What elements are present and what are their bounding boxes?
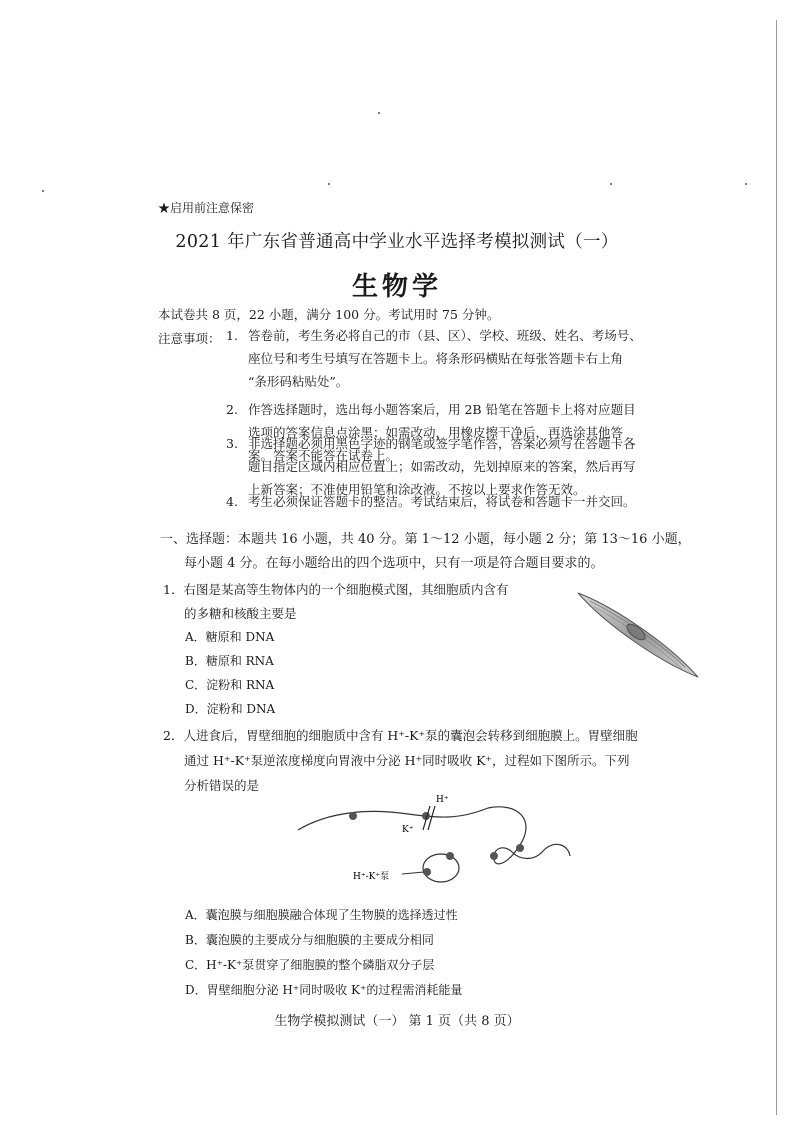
pump-dot bbox=[516, 844, 524, 852]
question-2-option-d: D．胃壁细胞分泌 H⁺同时吸收 K⁺的过程需消耗能量 bbox=[185, 983, 463, 997]
section-heading-line: 每小题 4 分。在每小题给出的四个选项中，只有一项是符合题目要求的。 bbox=[184, 556, 604, 571]
note-line: 答卷前，考生务必将自己的市（县、区）、学校、班级、姓名、考场号、 bbox=[248, 328, 642, 343]
cell-membrane bbox=[298, 808, 488, 830]
scan-edge-line bbox=[776, 20, 777, 1115]
scan-speck bbox=[328, 183, 330, 185]
k-ion-label: K⁺ bbox=[402, 825, 414, 835]
note-line: 上新答案；不准使用铅笔和涂改液。不按以上要求作答无效。 bbox=[248, 482, 586, 497]
section-heading-line: 一、选择题：本题共 16 小题，共 40 分。第 1～12 小题，每小题 2 分；第 13～16 小题， bbox=[160, 532, 691, 547]
notes-label: 注意事项： bbox=[158, 331, 221, 346]
confidential-notice: ★启用前注意保密 bbox=[158, 201, 255, 215]
proton-pump-diagram bbox=[298, 790, 598, 890]
question-2-option-a: A．囊泡膜与细胞膜融合体现了生物膜的选择透过性 bbox=[185, 908, 458, 922]
note-line: 选项的答案信息点涂黑；如需改动，用橡皮擦干净后，再选涂其他答 bbox=[248, 425, 624, 440]
section-heading bbox=[160, 528, 691, 576]
note-line: 非选择题必须用黑色字迹的钢笔或签字笔作答，答案必须写在答题卡各 bbox=[248, 436, 636, 451]
pump-dot bbox=[349, 812, 357, 820]
note-line: 题目指定区域内相应位置上；如需改动，先划掉原来的答案，然后再写 bbox=[248, 459, 636, 474]
note-number: 2. bbox=[226, 402, 238, 417]
scan-speck bbox=[610, 183, 612, 185]
vesicle-pump-dot bbox=[423, 868, 431, 876]
scan-speck bbox=[42, 190, 44, 192]
pump-label: H⁺-K⁺泵 bbox=[353, 872, 390, 882]
note-line: “条形码粘贴处”。 bbox=[248, 374, 349, 389]
question-1-stem: 的多糖和核酸主要是 bbox=[184, 606, 297, 621]
exam-intro: 本试卷共 8 页，22 小题，满分 100 分。考试用时 75 分钟。 bbox=[158, 307, 500, 322]
cell-membrane-curve bbox=[488, 807, 570, 864]
note-line: 作答选择题时，选出每小题答案后，用 2B 铅笔在答题卡上将对应题目 bbox=[248, 402, 636, 417]
note-4 bbox=[226, 490, 636, 513]
note-line: 案。答案不能答在试卷上。 bbox=[248, 448, 399, 463]
note-line: 考生必须保证答题卡的整洁。考试结束后，将试卷和答题卡一并交回。 bbox=[248, 494, 636, 509]
question-1-option-c: C．淀粉和 RNA bbox=[185, 678, 275, 692]
scan-speck bbox=[745, 183, 747, 185]
subject-title: 生物学 bbox=[351, 272, 442, 302]
question-1-option-d: D．淀粉和 DNA bbox=[185, 702, 276, 716]
question-2-stem: 分析错误的是 bbox=[184, 778, 260, 793]
note-number: 3. bbox=[226, 436, 238, 451]
question-2-option-b: B．囊泡膜的主要成分与细胞膜的主要成分相同 bbox=[185, 933, 434, 947]
question-2-option-c: C．H⁺-K⁺泵贯穿了细胞膜的整个磷脂双分子层 bbox=[185, 958, 435, 972]
pump-dot bbox=[490, 852, 498, 860]
note-number: 4. bbox=[226, 494, 238, 509]
vesicle-pump-dot bbox=[446, 852, 454, 860]
scan-speck bbox=[378, 112, 380, 114]
question-1-option-a: A．糖原和 DNA bbox=[185, 630, 275, 644]
question-1-stem: 1．右图是某高等生物体内的一个细胞模式图，其细胞质内含有 bbox=[163, 582, 509, 597]
spindle-cell-diagram bbox=[570, 585, 710, 685]
question-2-stem: 2．人进食后，胃壁细胞的细胞质中含有 H⁺-K⁺泵的囊泡会转移到细胞膜上。胃壁细胞 bbox=[163, 728, 638, 743]
note-number: 1. bbox=[226, 328, 238, 343]
h-ion-label: H⁺ bbox=[436, 795, 449, 805]
pump-pointer-line bbox=[402, 872, 424, 874]
note-1 bbox=[226, 324, 642, 393]
question-2-stem: 通过 H⁺-K⁺泵逆浓度梯度向胃液中分泌 H⁺同时吸收 K⁺，过程如下图所示。下列 bbox=[184, 753, 630, 768]
page-footer: 生物学模拟测试（一） 第 1 页（共 8 页） bbox=[274, 1014, 520, 1029]
note-line: 座位号和考生号填写在答题卡上。将条形码横贴在每张答题卡右上角 bbox=[248, 351, 624, 366]
exam-title: 2021 年广东省普通高中学业水平选择考模拟测试（一） bbox=[175, 232, 619, 252]
vesicle bbox=[423, 854, 459, 882]
question-1-option-b: B．糖原和 RNA bbox=[185, 654, 274, 668]
